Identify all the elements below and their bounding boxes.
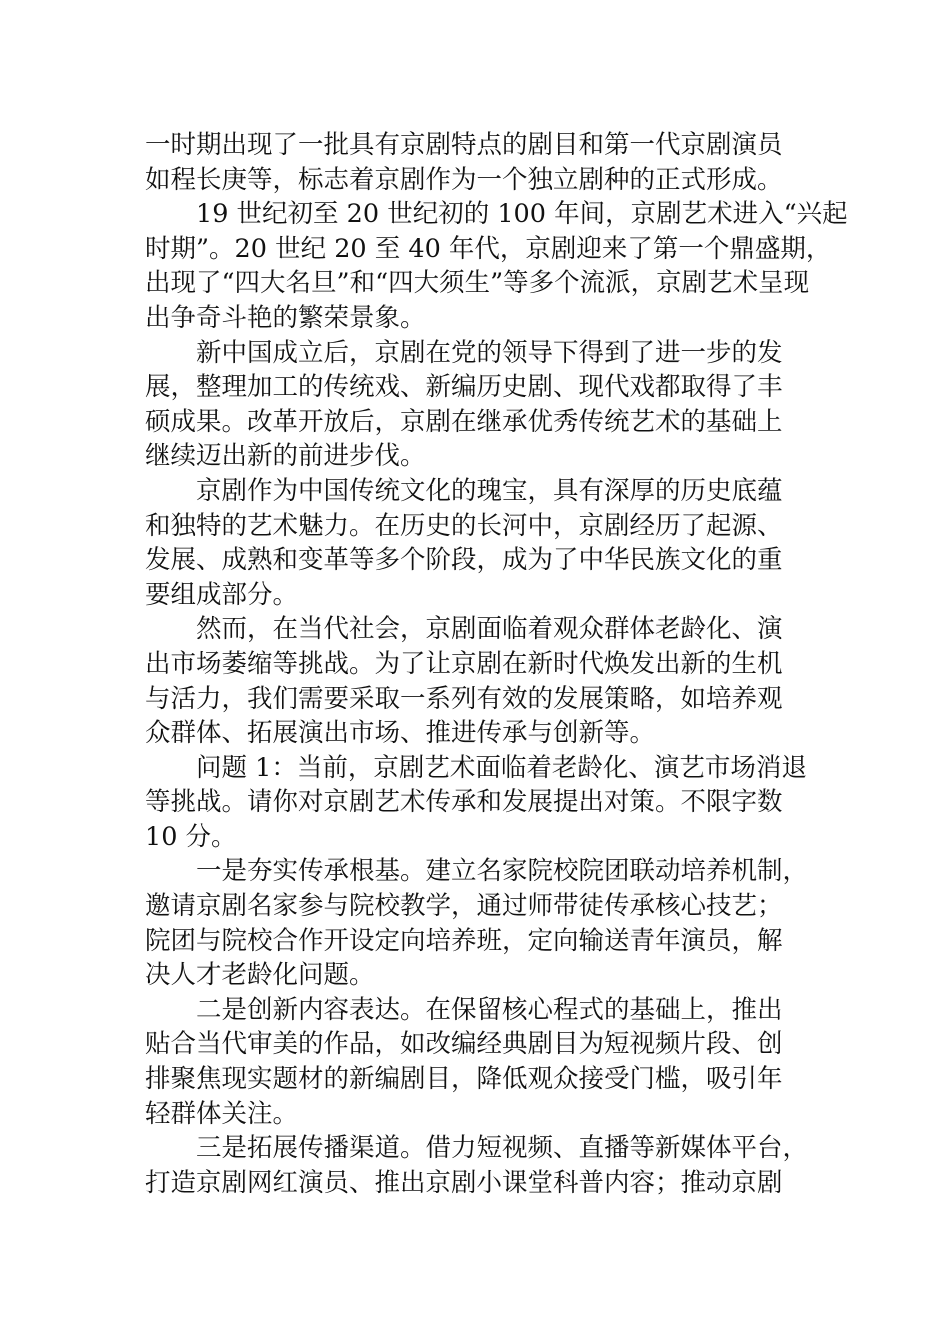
text-line: 贴合当代审美的作品，如改编经典剧目为短视频片段、创 [145, 1029, 783, 1060]
text-line: 三是拓展传播渠道。借力短视频、直播等新媒体平台， [196, 1133, 809, 1164]
text-line: 出现了“四大名旦”和“四大须生”等多个流派，京剧艺术呈现 [145, 268, 810, 299]
paragraph [145, 474, 835, 612]
paragraph [145, 128, 835, 197]
paragraph [145, 197, 848, 335]
text-line: 和独特的艺术魅力。在历史的长河中，京剧经历了起源、 [145, 510, 783, 541]
text-line: 然而，在当代社会，京剧面临着观众群体老龄化、演 [196, 614, 783, 645]
text-line: 如程长庚等，标志着京剧作为一个独立剧种的正式形成。 [145, 164, 783, 195]
answer-paragraph [145, 854, 835, 992]
text-line: 硕成果。改革开放后，京剧在继承优秀传统艺术的基础上 [145, 406, 783, 437]
text-line: 出市场萎缩等挑战。为了让京剧在新时代焕发出新的生机 [145, 648, 783, 679]
text-line: 一是夯实传承根基。建立名家院校院团联动培养机制， [196, 856, 809, 887]
text-line: 展，整理加工的传统戏、新编历史剧、现代戏都取得了丰 [145, 372, 783, 403]
text-line: 新中国成立后，京剧在党的领导下得到了进一步的发 [196, 337, 783, 368]
text-line: 一时期出现了一批具有京剧特点的剧目和第一代京剧演员 [145, 130, 783, 160]
text-line: 轻群体关注。 [145, 1098, 299, 1129]
answer-paragraph [145, 993, 835, 1131]
question-paragraph [145, 751, 835, 855]
text-line: 排聚焦现实题材的新编剧目，降低观众接受门槛，吸引年 [145, 1064, 783, 1095]
text-line: 院团与院校合作开设定向培养班，定向输送青年演员，解 [145, 925, 783, 956]
text-line: 出争奇斗艳的繁荣景象。 [145, 302, 426, 333]
text-line: 问题 1：当前，京剧艺术面临着老龄化、演艺市场消退 [196, 752, 807, 783]
text-line: 邀请京剧名家参与院校教学，通过师带徒传承核心技艺； [145, 891, 783, 922]
text-line: 继续迈出新的前进步伐。 [145, 441, 426, 472]
paragraph [145, 336, 835, 474]
text-line: 京剧作为中国传统文化的瑰宝，具有深厚的历史底蕴 [196, 475, 783, 506]
text-line: 与活力，我们需要采取一系列有效的发展策略，如培养观 [145, 683, 783, 714]
text-line: 众群体、拓展演出市场、推进传承与创新等。 [145, 718, 656, 749]
text-line: 打造京剧网红演员、推出京剧小课堂科普内容；推动京剧 [145, 1167, 783, 1198]
text-line: 时期”。20 世纪 20 至 40 年代，京剧迎来了第一个鼎盛期， [145, 233, 832, 264]
paragraph [145, 612, 835, 750]
text-line: 决人才老龄化问题。 [145, 960, 375, 991]
text-line: 发展、成熟和变革等多个阶段，成为了中华民族文化的重 [145, 545, 783, 576]
document-body [145, 128, 848, 1200]
text-line: 要组成部分。 [145, 579, 299, 610]
text-line: 19 世纪初至 20 世纪初的 100 年间，京剧艺术进入“兴起 [196, 199, 848, 230]
text-line: 10 分。 [145, 821, 237, 852]
answer-paragraph [145, 1131, 835, 1200]
text-line: 等挑战。请你对京剧艺术传承和发展提出对策。不限字数 [145, 787, 783, 818]
text-line: 二是创新内容表达。在保留核心程式的基础上，推出 [196, 994, 783, 1025]
